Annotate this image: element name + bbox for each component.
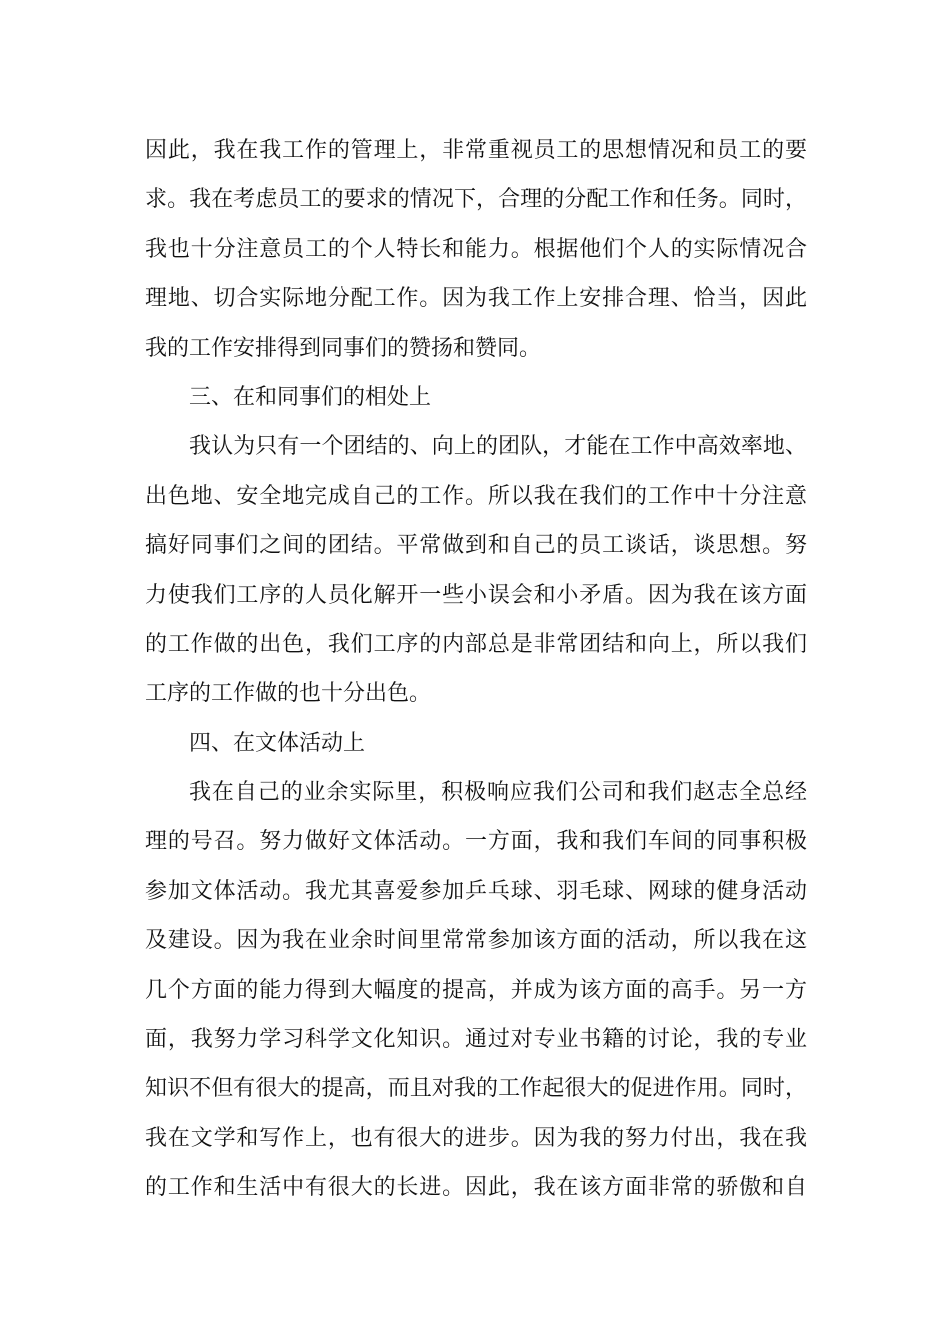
paragraph-line: 求。我在考虑员工的要求的情况下，合理的分配工作和任务。同时， xyxy=(145,187,807,213)
paragraph-line: 出色地、安全地完成自己的工作。所以我在我们的工作中十分注意 xyxy=(145,483,807,509)
paragraph-line: 我也十分注意员工的个人特长和能力。根据他们个人的实际情况合 xyxy=(145,236,807,262)
paragraph-line: 参加文体活动。我尤其喜爱参加乒乓球、羽毛球、网球的健身活动 xyxy=(145,878,807,904)
paragraph-line: 及建设。因为我在业余时间里常常参加该方面的活动，所以我在这 xyxy=(145,928,807,954)
paragraph-line: 因此，我在我工作的管理上，非常重视员工的思想情况和员工的要 xyxy=(145,138,807,163)
paragraph-line: 工序的工作做的也十分出色。 xyxy=(145,681,432,707)
section-heading: 三、在和同事们的相处上 xyxy=(189,384,432,410)
paragraph-line: 理的号召。努力做好文体活动。一方面，我和我们车间的同事积极 xyxy=(145,829,807,855)
paragraph-line: 知识不但有很大的提高，而且对我的工作起很大的促进作用。同时， xyxy=(145,1076,807,1102)
paragraph-line: 的工作和生活中有很大的长进。因此，我在该方面非常的骄傲和自 xyxy=(145,1175,807,1201)
paragraph-line: 面，我努力学习科学文化知识。通过对专业书籍的讨论，我的专业 xyxy=(145,1027,807,1053)
paragraph-line: 我的工作安排得到同事们的赞扬和赞同。 xyxy=(145,335,542,361)
document-body xyxy=(145,126,807,1213)
paragraph-line: 我在文学和写作上，也有很大的进步。因为我的努力付出，我在我 xyxy=(145,1125,807,1151)
paragraph-line: 理地、切合实际地分配工作。因为我工作上安排合理、恰当，因此 xyxy=(145,286,807,312)
paragraph-line: 我在自己的业余实际里，积极响应我们公司和我们赵志全总经 xyxy=(189,780,807,806)
paragraph-line: 几个方面的能力得到大幅度的提高，并成为该方面的高手。另一方 xyxy=(145,977,807,1003)
paragraph-line: 搞好同事们之间的团结。平常做到和自己的员工谈话，谈思想。努 xyxy=(145,533,807,559)
section-heading: 四、在文体活动上 xyxy=(189,730,366,756)
paragraph-line: 力使我们工序的人员化解开一些小误会和小矛盾。因为我在该方面 xyxy=(145,582,807,608)
paragraph-line: 我认为只有一个团结的、向上的团队，才能在工作中高效率地、 xyxy=(189,434,807,460)
paragraph-line: 的工作做的出色，我们工序的内部总是非常团结和向上，所以我们 xyxy=(145,631,807,657)
